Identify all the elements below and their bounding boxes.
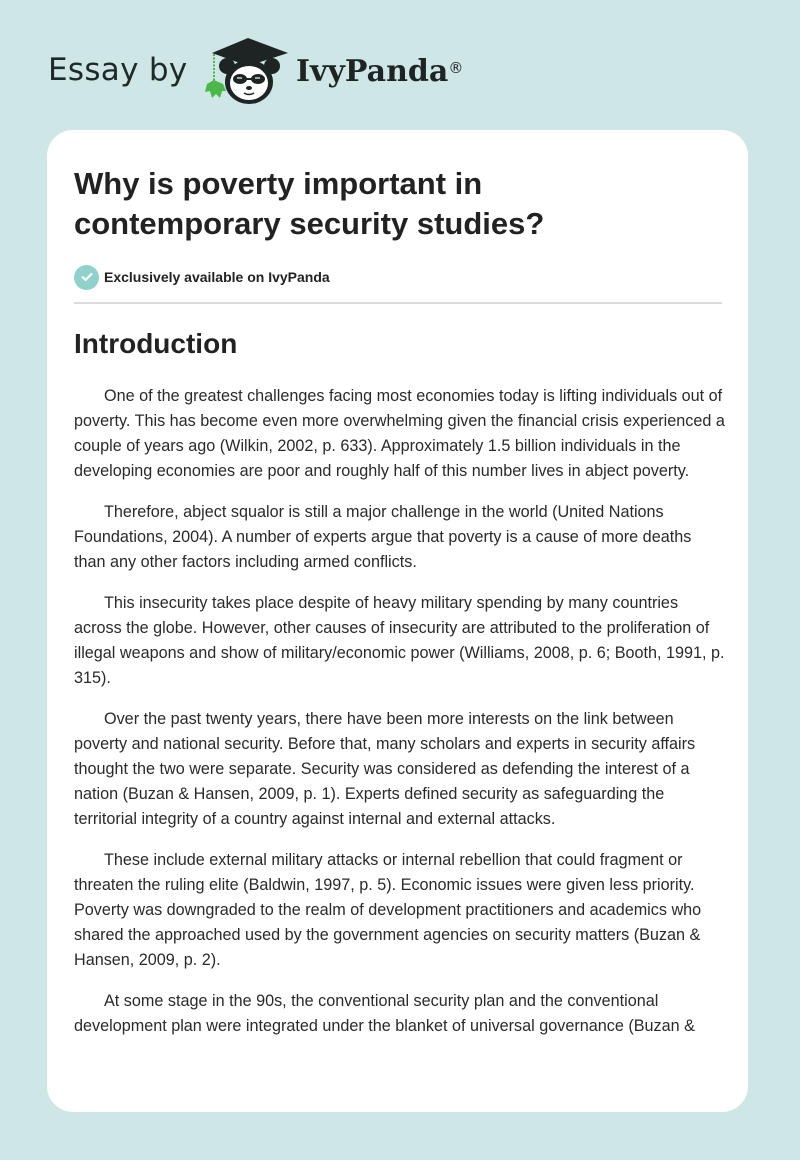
paragraph: At some stage in the 90s, the conventional security plan and the conventional development plan were integrated under the blanket of universal governance (Buzan & xyxy=(74,992,695,1035)
paragraph: These include external military attacks or internal rebellion that could fragment or threaten the ruling elite (Baldwin, 1997, p. 5). Economic issues were given less priority. Poverty was downgraded to the realm of development practitioners and academics who shared the approached used by the government agencies on security matters (Buzan & Hansen, 2009, p. 2). xyxy=(74,851,702,969)
paragraph: Therefore, abject squalor is still a major challenge in the world (United Nations Foundations, 2004). A number of experts argue that poverty is a cause of more deaths than any other factors including armed conflicts. xyxy=(74,503,692,571)
exclusive-badge-text: Exclusively available on IvyPanda xyxy=(104,269,330,285)
registered-mark: ® xyxy=(448,59,464,77)
paragraph: This insecurity takes place despite of heavy military spending by many countries across the globe. However, other causes of insecurity are attributed to the proliferation of illegal weapons and show of military/economic power (Williams, 2008, p. 6; Booth, 1991, p. 315). xyxy=(74,594,725,687)
paragraph: One of the greatest challenges facing most economies today is lifting individuals out of poverty. This has become even more overwhelming given the financial crisis experienced a couple of years ago (Wilkin, 2002, p. 633). Approximately 1.5 billion individuals in the developing economies are poor and roughly half of this number lives in abject poverty. xyxy=(74,387,725,480)
panda-graduate-logo-icon[interactable] xyxy=(202,36,294,108)
check-circle-icon xyxy=(74,265,99,290)
section-heading-introduction: Introduction xyxy=(74,328,238,359)
brand-text: IvyPanda xyxy=(296,54,449,89)
page-title: Why is poverty important in contemporary security studies? xyxy=(74,166,545,241)
site-header xyxy=(0,0,800,130)
essay-card xyxy=(47,130,748,1112)
brand-name[interactable] xyxy=(296,52,463,92)
exclusive-badge xyxy=(74,264,330,290)
title-divider xyxy=(74,302,722,304)
essay-by-label: Essay by xyxy=(48,52,188,88)
paragraph: Over the past twenty years, there have been more interests on the link between poverty and national security. Before that, many scholars and experts in security affairs thought the two were separate. Security was considered as defending the interest of a nation (Buzan & Hansen, 2009, p. 1). Experts defined security as safeguarding the territorial integrity of a country against internal and external attacks. xyxy=(74,710,696,828)
essay-body xyxy=(74,384,726,1055)
